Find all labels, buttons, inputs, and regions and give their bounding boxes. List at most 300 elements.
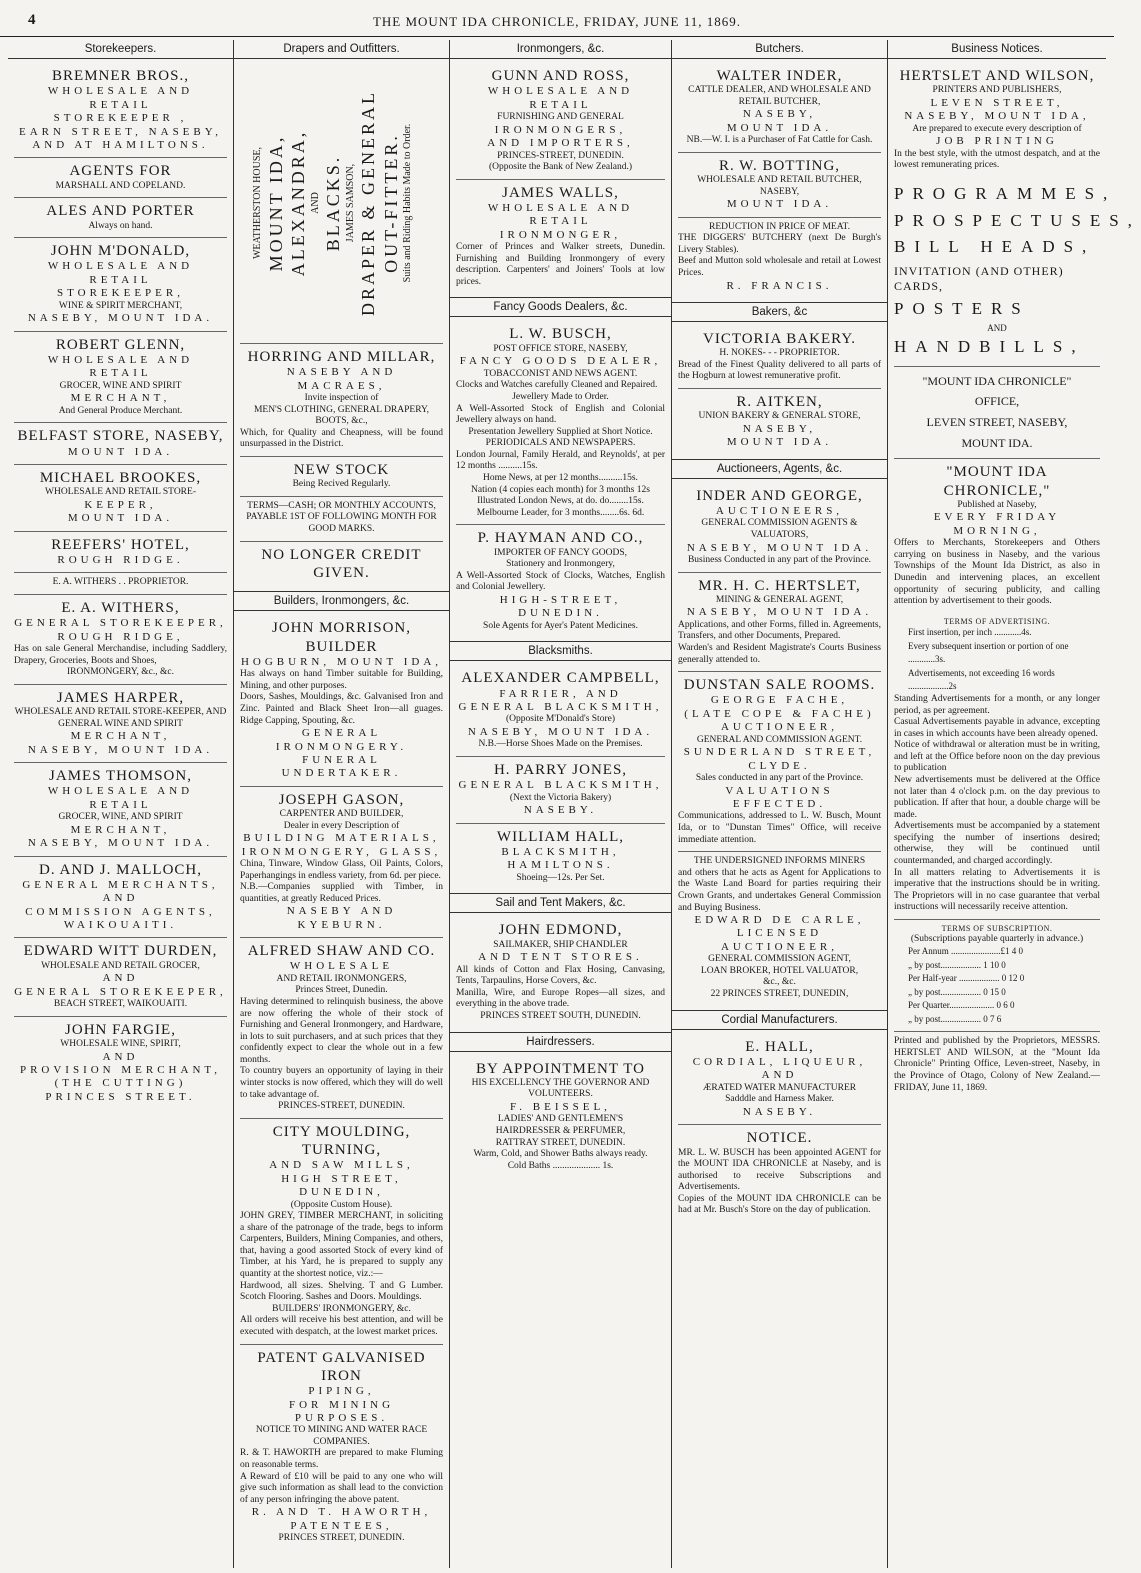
ad-line: SUNDERLAND STREET,	[683, 746, 876, 759]
ad-heading: BREMNER BROS.,	[52, 68, 189, 84]
advertisement	[14, 938, 227, 1016]
ad-line: AND	[102, 1050, 139, 1063]
ad-line: WHOLESALE WINE, SPIRIT,	[60, 1039, 181, 1050]
ad-line: Beef and Mutton sold wholesale and retail at Lowest Prices.	[678, 256, 881, 279]
ad-line: PRINCES STREET.	[45, 1090, 196, 1103]
ad-line: BEACH STREET, WAIKOUAITI.	[53, 999, 188, 1010]
advertisement	[14, 763, 227, 857]
advertisement	[14, 423, 227, 465]
ad-line: GENERAL STOREKEEPER,	[14, 985, 227, 998]
ad-line: JOB PRINTING	[936, 135, 1058, 148]
ad-line: WHOLESALE AND RETAIL GROCER,	[41, 960, 200, 971]
ad-heading: MR. H. C. HERTSLET,	[698, 577, 861, 594]
ad-heading: BY APPOINTMENT TO	[476, 1060, 645, 1077]
ad-line: AND	[761, 1069, 798, 1082]
ad-line: Invite inspection of	[304, 393, 379, 404]
advertisement	[894, 63, 1100, 177]
ad-line: London Journal, Family Herald, and Reynolds', at per 12 months ..........15s.	[456, 449, 665, 472]
ad-line: IRONMONGERY, GLASS,	[241, 845, 442, 858]
column-butchers	[672, 40, 888, 1568]
advertisement	[240, 542, 443, 588]
ad-line: Nation (4 copies each month) for 3 months 12s	[471, 484, 650, 495]
imprint: Printed and published by the Proprietors, MESSRS. HERTSLET AND WILSON, at the "Mount Ida Chronicle" Printing Office, Leven-street, Naseby, in the Province of Otago, Colony of New Zealand.—FRIDAY, June 11, 1869.	[894, 1036, 1100, 1093]
ad-heading: E. HALL,	[745, 1038, 814, 1055]
ad-line: AND AT HAMILTONS.	[32, 138, 209, 151]
ad-list	[456, 321, 665, 637]
ad-line: Presentation Jewellery Supplied at Short Notice.	[468, 426, 653, 437]
ad-line: HIGH-STREET, DUNEDIN.	[499, 593, 622, 620]
ad-line: MR. L. W. BUSCH has been appointed AGENT for the MOUNT IDA CHRONICLE at Naseby, and is authorised to receive Subscriptions and Advertisements.	[678, 1147, 881, 1193]
advertisement	[456, 1056, 665, 1178]
ad-line: MOUNT IDA.	[67, 445, 174, 458]
ad-line: Stationery and Ironmongery,	[506, 559, 615, 570]
section-heading: Builders, Ironmongers, &c.	[234, 591, 449, 611]
ad-heading: JAMES WALLS,	[502, 184, 619, 201]
ad-line: and others that he acts as Agent for Applications to the Waste Land Board for parties requiring their Crown Grants, and undertakes General Commission and Buying Business.	[678, 867, 881, 913]
service-line: INVITATION (AND OTHER) CARDS,	[894, 264, 1064, 293]
ad-line: And General Produce Merchant.	[58, 405, 183, 416]
ad-line: Copies of the MOUNT IDA CHRONICLE can be had at Mr. Busch's Store on the day of publication.	[678, 1193, 881, 1216]
advertisement	[456, 665, 665, 757]
ad-line: Melbourne Leader, for 3 months........6s. 6d.	[476, 507, 645, 518]
section-heading: Blacksmiths.	[450, 641, 671, 661]
ad-line: WAIKOUAITI.	[63, 919, 178, 932]
ad-heading: BELFAST STORE, NASEBY,	[17, 428, 224, 445]
advertisement	[14, 857, 227, 939]
ad-line: MARSHALL AND COPELAND.	[55, 180, 186, 191]
ad-line: MOUNT IDA.	[726, 436, 833, 449]
advertisement	[456, 525, 665, 637]
ad-heading: HORRING AND MILLAR,	[247, 349, 436, 365]
ad-line: WHOLESALE AND RETAIL	[47, 785, 194, 811]
terms-note: Notice of withdrawal or alteration must be in writing, and left at the Office before noon on the day previous to publication	[894, 740, 1100, 774]
ad-line: PRINCES STREET, DUNEDIN.	[278, 1533, 405, 1544]
rate-line: Per Annum ......................£1 4 0	[908, 946, 1024, 957]
terms-note: Advertisements must be accompanied by a statement specifying the number of insertions desired; otherwise, they will be continued until countermanded, and charged accordingly.	[894, 821, 1100, 867]
ad-line: (Next the Victoria Bakery)	[509, 792, 612, 803]
ad-line: AND RETAIL IRONMONGERS,	[276, 973, 407, 984]
ad-line: Hardwood, all sizes. Shelving. T and G Lumber. Scotch Flooring. Sashes and Doors. Mouldings.	[240, 1280, 443, 1303]
advertisement	[14, 573, 227, 595]
office-line: LEVEN STREET, NASEBY,	[926, 414, 1068, 429]
advertisement	[456, 824, 665, 890]
ad-line: IMPORTER OF FANCY GOODS,	[494, 547, 627, 558]
ad-line: ROUGH RIDGE.	[57, 553, 184, 566]
rate-line: First insertion, per inch ............4s.	[908, 627, 1032, 638]
ad-heading: NEW STOCK	[293, 462, 390, 478]
ad-list	[14, 63, 227, 1109]
column-ironmongers	[450, 40, 672, 1568]
ad-list	[456, 665, 665, 889]
ad-line: GENERAL WINE AND SPIRIT	[58, 718, 183, 729]
ad-heading: JAMES HARPER,	[56, 689, 185, 706]
ad-line: GENERAL STOREKEEPER,	[14, 617, 227, 630]
advertisement	[678, 1125, 881, 1222]
service-line: POSTERS	[894, 299, 1030, 319]
ad-line: H. NOKES- - - PROPRIETOR.	[719, 348, 840, 359]
ad-line: 22 PRINCES STREET, DUNEDIN,	[710, 989, 849, 1000]
ad-line: LOAN BROKER, HOTEL VALUATOR,	[700, 965, 859, 976]
vertical-advert	[240, 63, 443, 344]
ad-line: GENERAL COMMISSION AGENTS & VALUATORS,	[701, 518, 858, 540]
columns	[8, 40, 1141, 1568]
ad-line: MOUNT IDA.	[67, 512, 174, 525]
ad-line: Princes Street, Dunedin.	[295, 985, 388, 996]
ad-line: THE DIGGERS' BUTCHERY (next De Burgh's Livery Stables).	[678, 233, 881, 255]
ad-line: Being Recived Regularly.	[292, 479, 391, 490]
ad-heading: PATENT GALVANISED IRON	[257, 1349, 426, 1384]
ad-line: JAMES SAMSON,	[344, 163, 356, 243]
ad-line: &c., &c.	[763, 977, 796, 988]
ad-list	[678, 483, 881, 1006]
terms-note: Casual Advertisements payable in advance, excepting in cases in which accounts have been already opened.	[894, 717, 1100, 739]
service-line: AND	[987, 323, 1007, 334]
masthead	[0, 0, 1114, 37]
ad-line: WHOLESALE AND RETAIL STORE-KEEPER, AND	[14, 707, 227, 718]
ad-line: Sadddle and Harness Maker.	[725, 1094, 834, 1105]
ad-line: WHOLESALE AND RETAIL BUTCHER, NASEBY,	[697, 175, 862, 197]
advertisement	[456, 917, 665, 1027]
ad-line: NASEBY, MOUNT IDA.	[686, 541, 873, 554]
terms-title: TERMS OF SUBSCRIPTION.	[941, 923, 1053, 933]
advertisement	[678, 218, 881, 298]
ad-line: In the best style, with the utmost despatch, and at the lowest remunerating prices.	[894, 148, 1100, 171]
ad-line: PRINCES-STREET, DUNEDIN.	[497, 150, 624, 161]
ad-heading: WALTER INDER,	[716, 68, 843, 84]
rate-line: „ by post.................. 0 15 0	[908, 986, 1006, 997]
ad-line: NASEBY, MOUNT IDA.	[27, 743, 214, 756]
ad-heading: GUNN AND ROSS,	[491, 68, 630, 84]
ad-line: IRONMONGERS,	[494, 123, 627, 136]
ad-line: GENERAL AND COMMISSION AGENT.	[696, 734, 863, 745]
ad-heading: ALEXANDER CAMPBELL,	[461, 670, 660, 687]
advertisement	[894, 459, 1100, 612]
ad-line: MERCHANT,	[70, 392, 171, 405]
ad-heading: ALFRED SHAW AND CO.	[247, 943, 436, 960]
ad-line: China, Tinware, Window Glass, Oil Paints, Colors, Paperhangings in endless variety, from 6d. per piece.	[240, 858, 443, 881]
advertisement	[240, 1119, 443, 1345]
ad-line: MEN'S CLOTHING, GENERAL DRAPERY, BOOTS, &c.,	[253, 404, 430, 427]
ad-heading: ALES AND PORTER	[46, 203, 195, 220]
ad-line: PRINTERS AND PUBLISHERS,	[932, 85, 1062, 96]
ad-heading: ROBERT GLENN,	[55, 336, 186, 353]
ad-line: All orders will receive his best attention, and will be executed with despatch, at the lowest market prices.	[240, 1315, 443, 1337]
ad-line: A Well-Assorted Stock of English and Colonial Jewellery always on hand.	[456, 403, 665, 426]
ad-heading: JAMES THOMSON,	[49, 768, 192, 785]
ad-line: KEEPER,	[84, 498, 157, 511]
ad-line: STOREKEEPER,	[57, 287, 184, 300]
ad-heading: JOHN MORRISON, BUILDER	[271, 620, 412, 655]
ad-heading: R. W. BOTTING,	[718, 157, 841, 174]
advertisement	[14, 158, 227, 198]
ad-line: Has on sale General Merchandise, including Saddlery, Drapery, Groceries, Boots and Shoes,	[14, 644, 227, 666]
ad-line: AND	[102, 972, 139, 985]
ad-line: All kinds of Cotton and Flax Hosing, Canvasing, Tents, Tarpaulins, Horse Covers, &c.	[456, 964, 665, 987]
advertisement	[240, 787, 443, 938]
section-heading: Bakers, &c	[672, 302, 887, 322]
ad-heading: HERTSLET AND WILSON,	[899, 68, 1095, 84]
section-heading: Ironmongers, &c.	[450, 40, 671, 59]
ad-line: GENERAL BLACKSMITH,	[458, 779, 663, 792]
terms-note: New advertisements must be delivered at the Office not later than 4 o'clock p.m. on the day previous to publication. If after that hour, a double charge will be made.	[894, 774, 1100, 820]
ad-line: A Reward of £10 will be paid to any one who will give such information as shall lead to the conviction of any person infringing the above patent.	[240, 1471, 443, 1505]
rate-line: Per Quarter.................... 0 6 0	[908, 1000, 1015, 1011]
ad-line: ÆRATED WATER MANUFACTURER	[702, 1082, 857, 1093]
ad-list	[240, 344, 443, 587]
ad-line: Bread of the Finest Quality delivered to all parts of the Hogburn at lowest remunerative profit.	[678, 359, 881, 382]
section-heading: Auctioneers, Agents, &c.	[672, 459, 887, 479]
ad-line: NASEBY, MOUNT IDA.	[467, 725, 654, 738]
ad-line: Manilla, Wire, and Europe Ropes—all sizes, and everything in the above trade.	[456, 987, 665, 1010]
ad-line: PRINCES-STREET, DUNEDIN.	[278, 1101, 405, 1112]
office-address	[894, 367, 1100, 460]
ad-line: UNION BAKERY & GENERAL STORE,	[698, 411, 861, 422]
ad-heading: JOHN EDMOND,	[498, 922, 623, 939]
section-heading: Butchers.	[672, 40, 887, 59]
office-line: "MOUNT IDA CHRONICLE"	[922, 373, 1072, 388]
advertisement	[240, 1345, 443, 1550]
ad-line: BUILDING MATERIALS,	[243, 832, 440, 845]
service-line: BILL HEADS,	[894, 237, 1096, 257]
ad-heading: TERMS—CASH; OR MONTHLY ACCOUNTS, PAYABLE 1ST OF FOLLOWING MONTH FOR GOOD MARKS.	[246, 500, 437, 535]
ad-line: NASEBY, MOUNT IDA.	[27, 312, 214, 325]
ad-line: GENERAL IRONMONGERY.	[275, 727, 408, 753]
ad-heading: L. W. BUSCH,	[509, 326, 612, 343]
ad-heading: VICTORIA BAKERY.	[703, 331, 856, 347]
ad-heading: REEFERS' HOTEL,	[51, 536, 190, 553]
ad-list	[678, 1034, 881, 1222]
ad-line: Sales conducted in any part of the Province.	[695, 773, 864, 784]
ad-line: Home News, at per 12 months..........15s.	[483, 472, 638, 483]
ad-heading: WILLIAM HALL,	[496, 828, 625, 845]
ad-line: HAIRDRESSER & PERFUMER,	[495, 1125, 626, 1136]
ad-line: FARRIER, AND	[499, 687, 622, 700]
ad-line: (Opposite Custom House).	[290, 1199, 393, 1210]
service-line: PROSPECTUSES,	[894, 210, 1141, 230]
ad-line: R. AND T. HAWORTH,	[251, 1506, 432, 1519]
advertisement	[14, 595, 227, 685]
ad-line: GENERAL BLACKSMITH,	[458, 700, 663, 713]
advertisement	[240, 497, 443, 542]
advertisement	[678, 153, 881, 218]
office-line: MOUNT IDA.	[961, 435, 1033, 450]
ad-line: FOR MINING PURPOSES.	[288, 1398, 395, 1424]
advertisement	[14, 198, 227, 238]
ad-line: POST OFFICE STORE, NASEBY,	[493, 343, 628, 354]
ad-line: TOBACCONIST AND NEWS AGENT.	[483, 368, 638, 379]
ad-line: WHOLESALE AND RETAIL	[487, 85, 634, 111]
column-storekeepers	[8, 40, 234, 1568]
ad-line: NB.—W. I. is a Purchaser of Fat Cattle for Cash.	[686, 135, 873, 146]
advertisement	[456, 180, 665, 294]
ad-line: GENERAL COMMISSION AGENT,	[708, 954, 851, 965]
ad-line: HAMILTONS.	[507, 859, 614, 872]
section-heading: Cordial Manufacturers.	[672, 1010, 887, 1030]
ad-line: WHOLESALE AND RETAIL	[47, 353, 194, 380]
ad-line: Warden's and Resident Magistrate's Courts Business generally attended to.	[678, 643, 881, 665]
ad-line: RATTRAY STREET, DUNEDIN.	[495, 1137, 626, 1148]
ad-heading: D. AND J. MALLOCH,	[38, 861, 202, 878]
advertisement	[678, 483, 881, 573]
ad-line: Shoeing—12s. Per Set.	[516, 872, 605, 883]
ad-line: MERCHANT,	[70, 823, 171, 836]
ad-heading: DUNSTAN SALE ROOMS.	[683, 677, 876, 694]
ad-line: ROUGH RIDGE,	[57, 630, 184, 643]
advertisement	[456, 757, 665, 824]
ad-line: MOUNT IDA.	[726, 198, 833, 211]
ad-line: AND IMPORTERS,	[487, 137, 634, 150]
advertisement	[14, 238, 227, 332]
ad-line: IRONMONGERY, &c., &c.	[67, 667, 174, 678]
ad-line: BUILDERS' IRONMONGERY, &c.	[272, 1303, 411, 1314]
ad-line: HOGBURN, MOUNT IDA,	[240, 655, 443, 668]
ad-line: Illustrated London News, at do. do........15s.	[477, 496, 644, 507]
column-business-notices	[888, 40, 1141, 1568]
ad-line: WINE & SPIRIT MERCHANT,	[58, 300, 183, 311]
ad-line: NASEBY AND KYEBURN.	[286, 905, 397, 931]
advertisement	[678, 63, 881, 153]
ad-line: DRAPER & GENERAL OUT-FITTER.	[358, 90, 401, 317]
advertisement	[678, 672, 881, 852]
terms-title: TERMS OF ADVERTISING.	[943, 616, 1051, 626]
ad-line: R. FRANCIS.	[726, 279, 833, 292]
terms-note: (Subscriptions payable quarterly in advance.)	[910, 933, 1084, 944]
advertising-terms	[894, 613, 1100, 920]
ad-list	[894, 63, 1100, 177]
ad-line: WHOLESALE AND RETAIL STORE-	[45, 487, 196, 498]
advertisement	[456, 321, 665, 525]
ad-line: LEVEN STREET,	[930, 96, 1064, 109]
rate-line: Every subsequent insertion or portion of one ............3s.	[908, 640, 1069, 665]
advertisement	[240, 615, 443, 787]
ad-line: AND	[102, 892, 139, 905]
ad-line: Clocks and Watches carefully Cleaned and Repaired.	[456, 380, 658, 391]
ad-line: R. & T. HAWORTH are prepared to make Fluming on reasonable terms.	[240, 1448, 443, 1471]
section-heading: Hairdressers.	[450, 1032, 671, 1052]
ad-line: To country buyers an opportunity of laying in their winter stocks is now offered, which they will do well to take advantage of.	[240, 1066, 443, 1100]
ad-line: EDWARD DE CARLE,	[694, 914, 865, 927]
ad-line: NASEBY, MOUNT IDA,	[904, 110, 1090, 123]
ad-line: N.B.—Horse Shoes Made on the Premises.	[478, 739, 643, 750]
newspaper-headline: THE MOUNT IDA CHRONICLE, FRIDAY, JUNE 11, 1869.	[372, 14, 742, 29]
terms-note: In all matters relating to Advertisements it is imperative that the instructions should be in writing. The Proprietors will in no case guarantee that verbal instructions will necessarily receive attention.	[894, 867, 1100, 913]
ad-heading: R. AITKEN,	[736, 394, 823, 411]
ad-line: WEATHERSTON HOUSE,	[252, 146, 263, 260]
advertisement	[240, 344, 443, 457]
ad-heading: AGENTS FOR	[69, 163, 172, 180]
advertisement	[678, 852, 881, 1005]
ad-line: AUCTIONEER,	[720, 721, 839, 734]
service-line: PROGRAMMES,	[894, 183, 1117, 203]
ad-line: MERCHANT,	[70, 730, 171, 743]
ad-heading: EDWARD WITT DURDEN,	[23, 943, 218, 960]
ad-line: Dealer in every Description of	[283, 820, 400, 831]
ad-list	[678, 63, 881, 298]
ad-line: STOREKEEPER ,	[53, 112, 188, 125]
ad-heading: NO LONGER CREDIT GIVEN.	[261, 546, 422, 581]
ad-line: PROVISION MERCHANT,	[19, 1064, 222, 1076]
ad-list	[456, 1056, 665, 1178]
ad-heading: NOTICE.	[746, 1130, 813, 1147]
ad-line: FANCY GOODS DEALER,	[459, 355, 662, 368]
ad-heading: P. HAYMAN AND CO.,	[477, 530, 644, 547]
section-heading: Sail and Tent Makers, &c.	[450, 893, 671, 913]
ad-heading: E. A. WITHERS . . PROPRIETOR.	[52, 577, 189, 588]
ad-line: CLYDE.	[748, 759, 811, 772]
ad-heading: "MOUNT IDA CHRONICLE,"	[943, 464, 1051, 499]
ad-heading: MICHAEL BROOKES,	[39, 469, 202, 486]
ad-line: NASEBY, MOUNT IDA.	[686, 606, 873, 619]
ad-heading: CITY MOULDING, TURNING,	[272, 1123, 411, 1159]
ad-line: NASEBY, MOUNT IDA.	[27, 837, 214, 850]
ad-line: NASEBY,	[742, 108, 817, 121]
ad-line: Which, for Quality and Cheapness, will be found unsurpassed in the District.	[240, 427, 443, 450]
ad-line: NASEBY AND MACRAES,	[286, 366, 397, 392]
ad-line: WHOLESALE AND RETAIL	[47, 260, 194, 286]
ad-line: GENERAL MERCHANTS,	[22, 878, 219, 891]
ad-line: JOHN GREY, TIMBER MERCHANT, in soliciting a share of the patronage of the trade, begs to inform Carpenters, Builders, Mining Companies, and others, that, having a good assorted Stock of every kind of Timber, at his Yard, he is prepared to supply any quantity at the shortest notice, viz.:—	[240, 1211, 443, 1280]
section-heading: Drapers and Outfitters.	[234, 40, 449, 59]
ad-line: (THE CUTTING)	[54, 1077, 187, 1090]
rate-line: Per Half-year .................. 0 12 0	[908, 973, 1025, 984]
advertisement	[240, 938, 443, 1119]
ad-line: AND SAW MILLS,	[269, 1159, 414, 1172]
printing-services-list	[894, 177, 1141, 367]
ad-line: (LATE COPE & FACHE)	[684, 707, 875, 720]
ad-line: FURNISHING AND GENERAL	[497, 112, 624, 123]
ad-heading: THE UNDERSIGNED INFORMS MINERS	[693, 856, 866, 867]
ad-list	[678, 326, 881, 455]
ad-heading: JOSEPH GASON,	[278, 791, 405, 808]
section-heading: Business Notices.	[888, 40, 1106, 59]
advertisement	[14, 63, 227, 158]
ad-line: (Opposite M'Donald's Store)	[506, 714, 615, 725]
ad-line: HIGH STREET, DUNEDIN,	[281, 1172, 402, 1199]
ad-list	[240, 615, 443, 1550]
ad-heading: H. PARRY JONES,	[493, 761, 628, 778]
ad-heading: JOHN FARGIE,	[65, 1021, 176, 1038]
ad-line: Offers to Merchants, Storekeepers and Others carrying on business in Naseby, and the various Townships of the Mount Ida District, as also in Dunedin and intervening places, an excellent opportunity of securing publicity, and calling attention by advertisement to their goods.	[894, 538, 1100, 607]
column-drapers	[234, 40, 450, 1568]
advertisement	[14, 1017, 227, 1110]
ad-heading: E. A. WITHERS,	[61, 599, 180, 616]
ad-line: Communications, addressed to L. W. Busch, Mount Ida, or to "Dunstan Times" Office, will receive immediate attention.	[678, 811, 881, 845]
ad-line: (Opposite the Bank of New Zealand.)	[489, 162, 632, 173]
office-line: OFFICE,	[974, 394, 1020, 409]
ad-line: EARN STREET, NASEBY,	[18, 125, 223, 138]
ad-line: BLACKSMITH,	[501, 845, 620, 858]
ad-line: AUCTIONEERS,	[715, 505, 844, 518]
ad-line: F. BEISSEL,	[510, 1100, 611, 1113]
advertisement	[14, 465, 227, 532]
rate-line: „ by post.................. 0 7 6	[908, 1013, 1002, 1024]
ad-line: BLACKS.	[323, 154, 343, 252]
advertisement	[678, 389, 881, 455]
ad-line: GEORGE FACHE,	[710, 694, 849, 707]
rate-line: Advertisements, not exceeding 16 words ..................2s	[908, 667, 1055, 692]
ad-line: HIS EXCELLENCY THE GOVERNOR AND VOLUNTEERS.	[471, 1077, 650, 1100]
ad-line: SAILMAKER, SHIP CHANDLER	[493, 939, 628, 950]
ad-line: Always on hand.	[88, 220, 153, 231]
ad-line: A Well-Assorted Stock of Clocks, Watches, English and Colonial Jewellery.	[456, 570, 665, 593]
ad-line: EVERY FRIDAY MORNING,	[933, 511, 1061, 537]
ad-heading: REDUCTION IN PRICE OF MEAT.	[708, 221, 850, 232]
ad-line: N.B.—Companies supplied with Timber, in quantities, at greatly Reduced Prices.	[240, 882, 443, 904]
ad-line: Jewellery Made to Order.	[512, 391, 609, 402]
section-heading: Fancy Goods Dealers, &c.	[450, 297, 671, 317]
ad-line: COMMISSION AGENTS,	[25, 905, 216, 918]
advertisement	[14, 532, 227, 574]
